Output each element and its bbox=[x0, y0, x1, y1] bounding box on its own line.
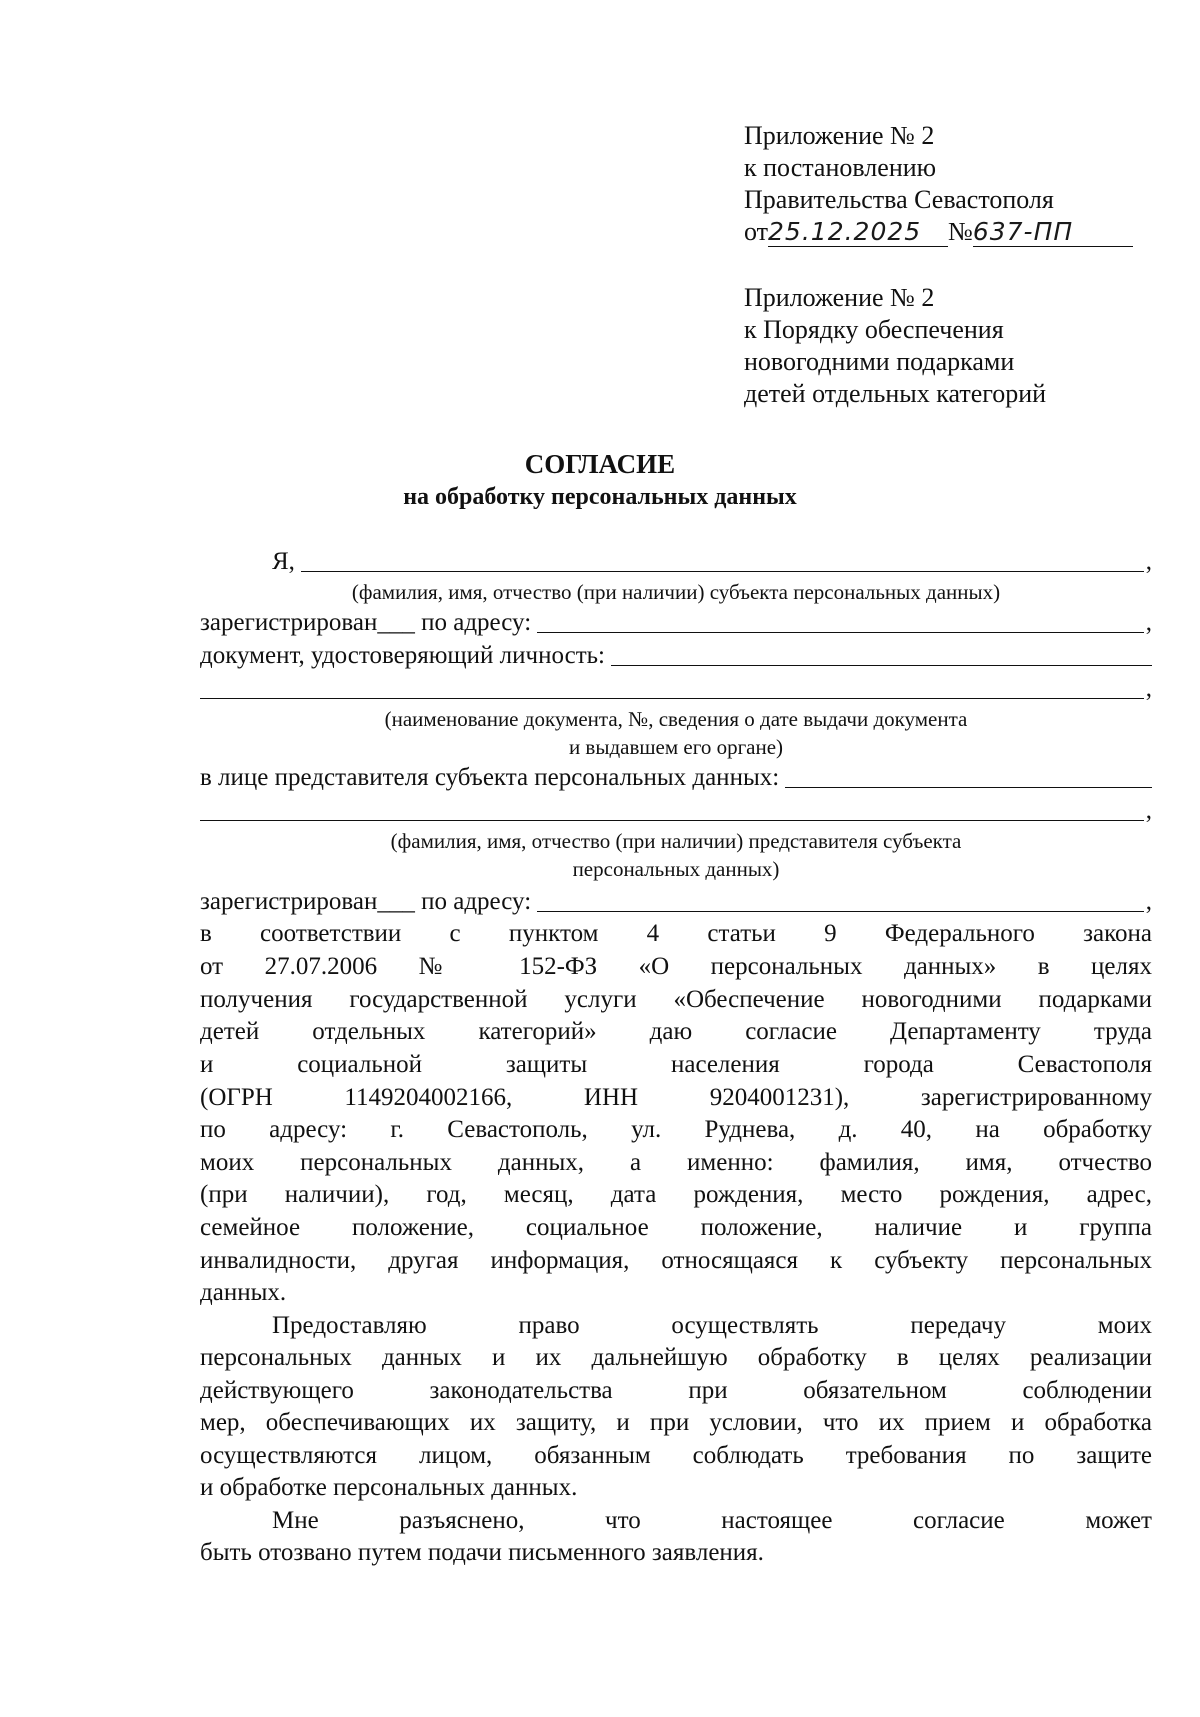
appendix-line: к постановлению bbox=[744, 153, 937, 182]
paragraph-line: от 27.07.2006 № 152-ФЗ «О персональных данных» в целях bbox=[200, 953, 1152, 980]
subject-name-caption: (фамилия, имя, отчество (при наличии) субъекта персональных данных) bbox=[351, 580, 1001, 604]
decree-date: 25.12.2025 bbox=[768, 218, 948, 247]
paragraph-line: мер, обеспечивающих их защиту, и при условии, что их прием и обработка bbox=[200, 1409, 1152, 1436]
paragraph-line: и обработке персональных данных. bbox=[200, 1474, 578, 1501]
comma: , bbox=[1145, 675, 1152, 702]
document-title: СОГЛАСИЕ bbox=[524, 449, 676, 479]
paragraph-line: Предоставляю право осуществлять передачу моих bbox=[272, 1312, 1152, 1339]
appendix-title: Приложение № 2 bbox=[744, 121, 935, 150]
paragraph-line: детей отдельных категорий» даю согласие Департаменту труда bbox=[200, 1018, 1152, 1045]
appendix-line: детей отдельных категорий bbox=[744, 379, 1047, 408]
appendix-line: к Порядку обеспечения bbox=[744, 315, 1004, 344]
paragraph-line: в соответствии с пунктом 4 статьи 9 Федерального закона bbox=[200, 920, 1152, 947]
comma: , bbox=[1145, 797, 1152, 824]
subject-address-row bbox=[200, 607, 1152, 639]
paragraph-line: быть отозвано путем подачи письменного заявления. bbox=[200, 1539, 764, 1566]
comma: , bbox=[1145, 548, 1152, 575]
paragraph-line: моих персональных данных, а именно: фамилия, имя, отчество bbox=[200, 1149, 1152, 1176]
comma: , bbox=[1145, 609, 1152, 636]
id-document-caption: (наименование документа, №, сведения о дате выдачи документа bbox=[384, 707, 968, 731]
registered-label: зарегистрирован___ по адресу: bbox=[200, 609, 532, 636]
paragraph-line: семейное положение, социальное положение, наличие и группа bbox=[200, 1214, 1152, 1241]
id-document-field[interactable] bbox=[611, 664, 1152, 666]
from-prefix: от bbox=[744, 217, 769, 246]
paragraph-line: действующего законодательства при обязательном соблюдении bbox=[200, 1377, 1152, 1404]
paragraph-line: (при наличии), год, месяц, дата рождения, место рождения, адрес, bbox=[200, 1181, 1152, 1208]
paragraph-line: осуществляются лицом, обязанным соблюдать требования по защите bbox=[200, 1442, 1152, 1469]
representative-address-row bbox=[200, 886, 1152, 918]
id-document-caption: и выдавшем его органе) bbox=[568, 735, 784, 759]
paragraph-line: персональных данных и их дальнейшую обработку в целях реализации bbox=[200, 1344, 1152, 1371]
subject-address-field[interactable] bbox=[537, 631, 1144, 633]
representative-label: в лице представителя субъекта персональных данных: bbox=[200, 764, 780, 791]
paragraph-line: по адресу: г. Севастополь, ул. Руднева, д. 40, на обработку bbox=[200, 1116, 1152, 1143]
id-document-row bbox=[200, 640, 1152, 672]
comma: , bbox=[1145, 888, 1152, 915]
subject-name-field[interactable] bbox=[301, 570, 1144, 572]
paragraph-line: инвалидности, другая информация, относящаяся к субъекту персональных bbox=[200, 1247, 1152, 1274]
decree-date-number bbox=[744, 216, 1174, 248]
representative-field-2[interactable] bbox=[200, 819, 1144, 821]
decree-number: 637-ПП bbox=[973, 218, 1133, 247]
appendix-line: Правительства Севастополя bbox=[744, 185, 1054, 214]
subject-name-row bbox=[200, 546, 1152, 578]
id-document-label: документ, удостоверяющий личность: bbox=[200, 642, 605, 669]
paragraph-line: Мне разъяснено, что настоящее согласие может bbox=[272, 1507, 1152, 1534]
registered-label: зарегистрирован___ по адресу: bbox=[200, 888, 532, 915]
appendix-to-procedure bbox=[744, 282, 1174, 410]
paragraph-line: (ОГРН 1149204002166, ИНН 9204001231), зарегистрированному bbox=[200, 1084, 1152, 1111]
i-label: Я, bbox=[272, 548, 295, 575]
id-document-field-2[interactable] bbox=[200, 697, 1144, 699]
paragraph-line: и социальной защиты населения города Севастополя bbox=[200, 1051, 1152, 1078]
representative-caption: (фамилия, имя, отчество (при наличии) представителя субъекта bbox=[390, 829, 962, 853]
paragraph-line: данных. bbox=[200, 1279, 287, 1306]
paragraph-line: получения государственной услуги «Обеспечение новогодними подарками bbox=[200, 986, 1152, 1013]
appendix-title: Приложение № 2 bbox=[744, 283, 935, 312]
representative-caption: персональных данных) bbox=[572, 857, 780, 881]
representative-address-field[interactable] bbox=[537, 910, 1144, 912]
representative-field[interactable] bbox=[785, 786, 1152, 788]
representative-row-2 bbox=[200, 795, 1152, 827]
document-subtitle: на обработку персональных данных bbox=[403, 484, 797, 510]
number-prefix: № bbox=[948, 217, 973, 246]
appendix-to-decree bbox=[744, 120, 1174, 248]
representative-row bbox=[200, 762, 1152, 794]
id-document-row-2 bbox=[200, 673, 1152, 705]
appendix-line: новогодними подарками bbox=[744, 347, 1015, 376]
